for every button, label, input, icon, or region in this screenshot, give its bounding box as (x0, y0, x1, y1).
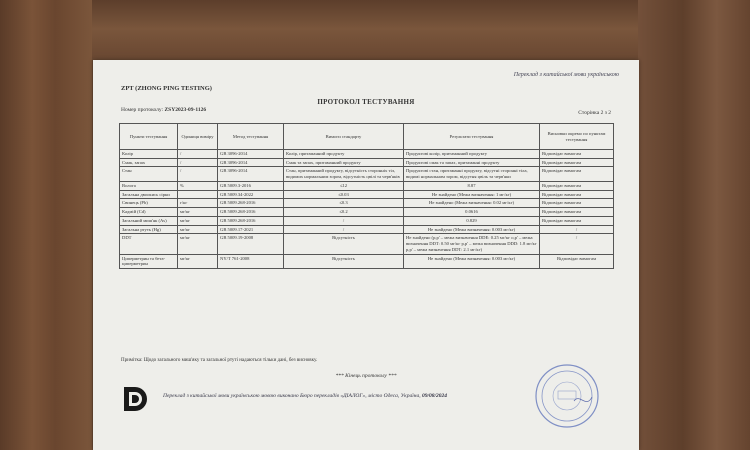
cell-result: 0.0616 (404, 208, 540, 217)
cell-conclusion: / (540, 225, 614, 234)
table-row (120, 190, 614, 199)
cell-item: Ципермeтрин та бета-циперметрин (120, 254, 178, 268)
document-page (93, 60, 639, 450)
cell-unit: / (178, 150, 218, 159)
table-header-row (120, 124, 614, 150)
page-number: Сторінка 2 з 2 (578, 110, 611, 116)
cell-conclusion: Відповідає вимогам (540, 216, 614, 225)
table-row (120, 216, 614, 225)
cell-method: GB 5009.268-2016 (218, 199, 284, 208)
cell-method: GB 3096-2014 (218, 167, 284, 181)
cell-conclusion: Відповідає вимогам (540, 150, 614, 159)
company-name: ZPT (ZHONG PING TESTING) (121, 85, 212, 92)
cell-item: Стан (120, 167, 178, 181)
cell-standard: Смак та запах, притаманний продукту (284, 158, 404, 167)
cell-item: Кадмій (Cd) (120, 208, 178, 217)
cell-unit: мг/кг (178, 216, 218, 225)
table-row (120, 208, 614, 217)
cell-standard: ≤0.2 (284, 208, 404, 217)
cell-item: Загальний миш'як (As) (120, 216, 178, 225)
wood-background-left (0, 0, 92, 450)
cell-method: GB 3096-2014 (218, 158, 284, 167)
cell-unit: мг/кг (178, 234, 218, 254)
cell-unit: / (178, 167, 218, 181)
cell-item: Смак, запах (120, 158, 178, 167)
protocol-label: Номер протоколу: (121, 107, 164, 113)
cell-standard: ≤0.03 (284, 190, 404, 199)
cell-standard: Стан, притаманний продукту, відсутність сторонніх тіл, видимих нормальним зором, відсутність цвілі та черв'яків (284, 167, 404, 181)
table-row (120, 234, 614, 254)
column-header: Результати тестування (404, 124, 540, 150)
cell-standard: / (284, 216, 404, 225)
cell-result: Не знайдено (Межа визначення: 1 мг/кг) (404, 190, 540, 199)
table-row (120, 254, 614, 268)
cell-method: GB 5009.268-2016 (218, 216, 284, 225)
cell-item: Свинець (Pb) (120, 199, 178, 208)
end-of-protocol: *** Кінець протоколу *** (335, 373, 397, 379)
cell-item: Волога (120, 181, 178, 190)
cell-method: GB 5009.34-2022 (218, 190, 284, 199)
cell-result: 8.87 (404, 181, 540, 190)
cell-standard: ≤0.3 (284, 199, 404, 208)
translator-text: Переклад з китайської мови українською мовою виконано Бюро перекладів «ДІАЛОГ», місто Одеса, Україна, (163, 393, 421, 399)
table-note: Примітка: Щодо загального миш'яку та загальної ртуті надаються тільки дані, без висновку. (121, 358, 318, 363)
cell-standard: / (284, 225, 404, 234)
cell-method: GB 5009.19-2008 (218, 234, 284, 254)
document-title: ПРОТОКОЛ ТЕСТУВАННЯ (317, 98, 415, 106)
cell-conclusion: / (540, 234, 614, 254)
results-table (119, 123, 614, 269)
cell-conclusion: Відповідає вимогам (540, 199, 614, 208)
cell-unit: мг/кг (178, 208, 218, 217)
column-header: Метод тестування (218, 124, 284, 150)
cell-item: Загальна ртуть (Hg) (120, 225, 178, 234)
table-row (120, 199, 614, 208)
cell-method: GB 5009.3-2016 (218, 181, 284, 190)
translation-bureau-stamp (534, 363, 600, 429)
translator-statement (163, 393, 583, 399)
translation-date: 09/08/2024 (421, 393, 448, 399)
column-header: Одиниця виміру (178, 124, 218, 150)
wood-background-right (638, 0, 750, 450)
cell-item: Колір (120, 150, 178, 159)
cell-method: GB 3096-2014 (218, 150, 284, 159)
table-row (120, 150, 614, 159)
cell-conclusion: Відповідає вимогам (540, 208, 614, 217)
column-header: Висновки окремо по пунктам тестування (540, 124, 614, 150)
cell-conclusion: Відповідає вимогам (540, 254, 614, 268)
protocol-value: ZSY2023-09-1126 (164, 107, 207, 113)
column-header: Вимоги стандарту (284, 124, 404, 150)
cell-result: Не знайдено (p,p' – межа визначення DDE: 0.25 мг/кг o,p' – межа визначення DDT: 0.50 мг/кг p,p' – межа визначення DDD: 1.8 мг/кг p,p' – межа визначення DDT: 2.1 мг/кг) (404, 234, 540, 254)
column-header: Пункти тестування (120, 124, 178, 150)
dialog-logo-icon (121, 383, 151, 415)
cell-standard: ≤12 (284, 181, 404, 190)
cell-result: Продуктові стан, притаманні продукту, відсутні сторонні тіла, видимі нормальним зором, відсутня цвіль та черв'яки (404, 167, 540, 181)
cell-result: Не знайдено (Межа визначення: 0.02 мг/кг) (404, 199, 540, 208)
cell-standard: Колір, притаманний продукту (284, 150, 404, 159)
cell-result: Не знайдено (Межа визначення: 0.003 мг/кг) (404, 225, 540, 234)
table-row (120, 181, 614, 190)
cell-unit: мг/кг (178, 254, 218, 268)
cell-item: Загальна двоокись сірки (120, 190, 178, 199)
cell-conclusion: Відповідає вимогам (540, 190, 614, 199)
cell-result: Продуктові колір, притаманний продукту (404, 150, 540, 159)
table-row (120, 167, 614, 181)
cell-method: GB 5009.268-2016 (218, 208, 284, 217)
translation-note: Переклад з китайської мови українською (513, 72, 619, 78)
cell-unit: / (178, 158, 218, 167)
cell-result: Продуктові смак та запах, притаманні продукту (404, 158, 540, 167)
cell-unit: г/кг (178, 199, 218, 208)
cell-method: GB 5009.17-2021 (218, 225, 284, 234)
cell-conclusion: Відповідає вимогам (540, 158, 614, 167)
cell-conclusion: Відповідає вимогам (540, 181, 614, 190)
protocol-number (121, 107, 206, 113)
cell-result: Не знайдено (Межа визначення: 0.003 мг/кг) (404, 254, 540, 268)
cell-conclusion: Відповідає вимогам (540, 167, 614, 181)
cell-result: 0.829 (404, 216, 540, 225)
cell-standard: Відсутність (284, 254, 404, 268)
cell-unit: % (178, 181, 218, 190)
cell-method: NY/T 761-2008 (218, 254, 284, 268)
cell-unit (178, 190, 218, 199)
cell-item: DDT (120, 234, 178, 254)
table-row (120, 158, 614, 167)
table-row (120, 225, 614, 234)
cell-standard: Відсутність (284, 234, 404, 254)
cell-unit: мг/кг (178, 225, 218, 234)
